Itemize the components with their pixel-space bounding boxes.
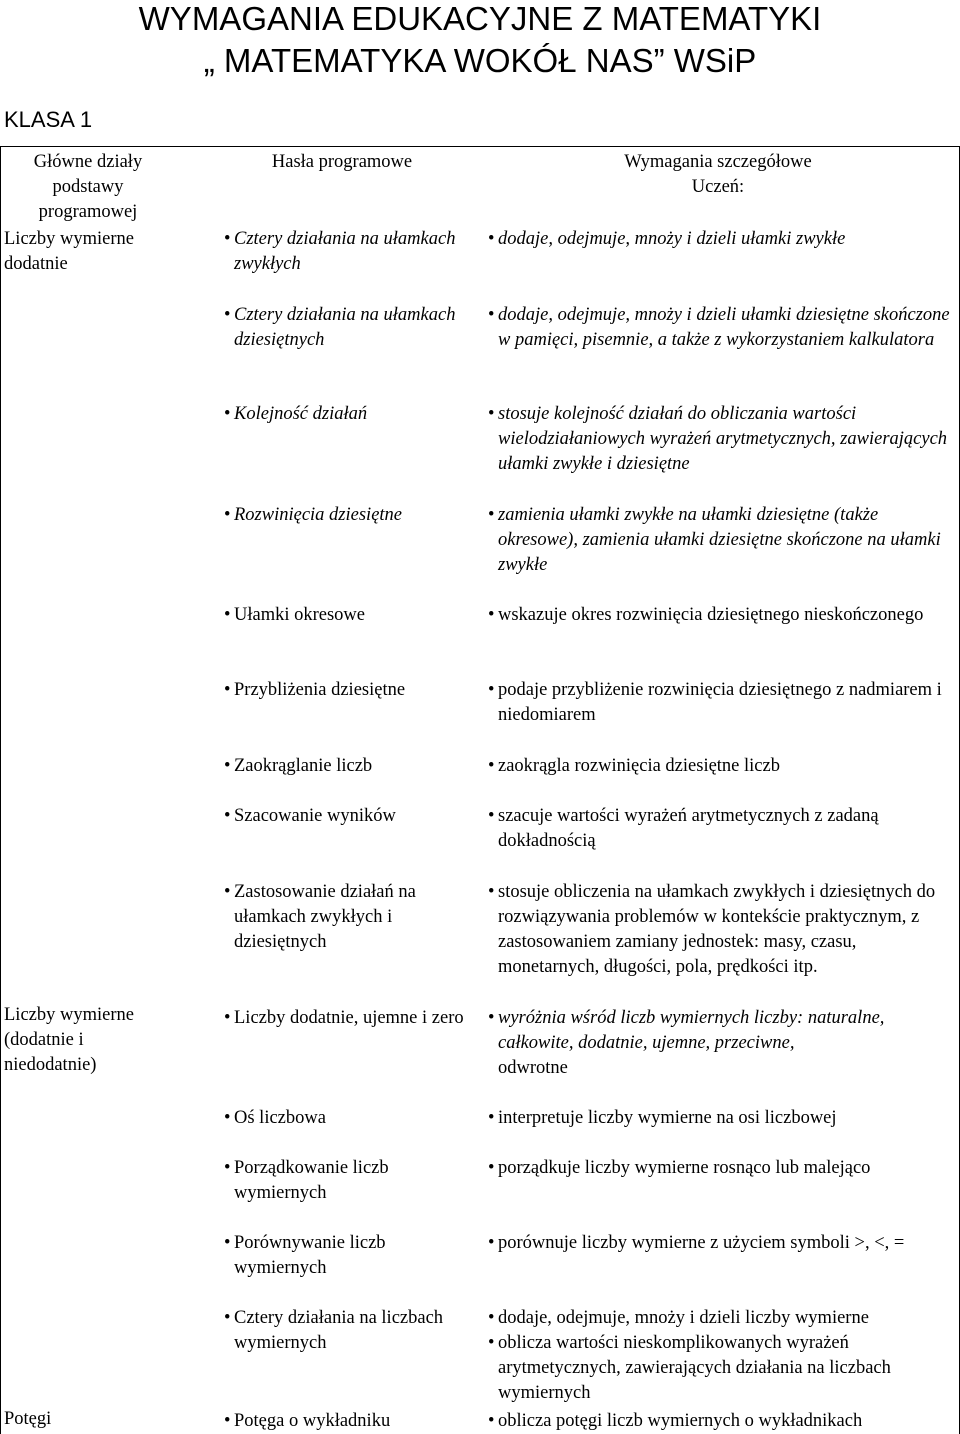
document-title-line-2: „ MATEMATYKA WOKÓŁ NAS” WSiP <box>203 42 757 79</box>
requirement-item <box>488 1231 950 1256</box>
table-top-border <box>0 146 960 147</box>
requirement-text: dodaje, odejmuje, mnoży i dzieli ułamki zwykłe <box>498 229 846 249</box>
section-rational-all: Liczby wymierne (dodatnie i niedodatnie) <box>4 1005 134 1075</box>
bullet-icon: • <box>224 1158 231 1178</box>
topic-text: Cztery działania na liczbach wymiernych <box>234 1308 444 1353</box>
bullet-icon: • <box>224 1308 231 1328</box>
topic-item <box>224 1409 464 1434</box>
topic-item <box>224 754 464 779</box>
requirement-text: stosuje kolejność działań do obliczania wartości wielodziałaniowych wyrażeń arytmetycznych, zawierających ułamki zwykłe i dziesiętne <box>498 404 948 474</box>
requirement-text: oblicza potęgi liczb wymiernych o wykładnikach <box>498 1411 863 1431</box>
bullet-icon: • <box>488 229 495 249</box>
header-main-sections: Główne działy podstawy programowej <box>33 152 143 222</box>
bullet-icon: • <box>488 756 495 776</box>
requirement-item <box>488 603 950 628</box>
bullet-icon: • <box>488 680 495 700</box>
requirement-text: dodaje, odejmuje, mnoży i dzieli ułamki dziesiętne skończone w pamięci, pisemnie, a także z wykorzystaniem kalkulatora <box>498 305 950 350</box>
requirement-text: porównuje liczby wymierne z użyciem symboli >, <, = <box>498 1233 905 1253</box>
bullet-icon: • <box>224 229 231 249</box>
requirement-item <box>488 503 950 578</box>
requirement-item <box>488 754 950 779</box>
topic-item <box>224 678 464 703</box>
topic-text: Przybliżenia dziesiętne <box>234 680 406 700</box>
requirement-text: porządkuje liczby wymierne rosnąco lub malejąco <box>498 1158 871 1178</box>
class-label: KLASA 1 <box>4 107 93 132</box>
bullet-icon: • <box>488 1233 495 1253</box>
bullet-icon: • <box>224 806 231 826</box>
bullet-icon: • <box>224 882 231 902</box>
bullet-icon: • <box>224 756 231 776</box>
bullet-icon: • <box>488 404 495 424</box>
requirement-item <box>488 303 950 353</box>
topic-text: Cztery działania na ułamkach dziesiętnych <box>234 305 456 350</box>
bullet-icon: • <box>488 505 495 525</box>
header-requirements-student: Uczeń: <box>691 177 745 197</box>
requirement-text-continued: odwrotne <box>498 1058 568 1078</box>
requirement-item <box>488 1106 950 1131</box>
topic-text: Kolejność działań <box>234 404 368 424</box>
topic-text: Szacowanie wyników <box>234 806 396 826</box>
requirement-item <box>488 804 950 854</box>
bullet-icon: • <box>488 1108 495 1128</box>
bullet-icon: • <box>224 1008 231 1028</box>
bullet-icon: • <box>224 605 231 625</box>
bullet-icon: • <box>224 1108 231 1128</box>
requirement-text: zaokrągla rozwinięcia dziesiętne liczb <box>498 756 780 776</box>
table-left-border <box>0 146 1 1434</box>
requirement-text: wyróżnia wśród liczb wymiernych liczby: naturalne, całkowite, dodatnie, ujemne, przeciwne, <box>498 1008 885 1053</box>
requirement-item <box>488 227 950 252</box>
requirement-item <box>488 402 950 477</box>
topic-text: Zaokrąglanie liczb <box>234 756 373 776</box>
topic-item <box>224 303 464 353</box>
header-detailed-requirements <box>484 150 952 200</box>
requirement-item <box>488 1006 950 1081</box>
requirement-text: zamienia ułamki zwykłe na ułamki dziesiętne (także okresowe), zamienia ułamki dziesiętne skończone na ułamki zwykłe <box>498 505 941 575</box>
requirement-item <box>488 1331 950 1406</box>
requirement-item <box>488 880 950 980</box>
topic-text: Rozwinięcia dziesiętne <box>234 505 403 525</box>
section-powers: Potęgi <box>4 1409 52 1429</box>
bullet-icon: • <box>224 505 231 525</box>
requirement-text: oblicza wartości nieskomplikowanych wyrażeń arytmetycznych, zawierających działania na liczbach wymiernych <box>498 1333 891 1403</box>
requirement-item <box>488 1409 950 1434</box>
topic-text: Cztery działania na ułamkach zwykłych <box>234 229 456 274</box>
bullet-icon: • <box>488 305 495 325</box>
topic-item <box>224 880 464 955</box>
requirement-item <box>488 678 950 728</box>
requirement-text: wskazuje okres rozwinięcia dziesiętnego nieskończonego <box>498 605 924 625</box>
requirement-item <box>488 1156 950 1181</box>
bullet-icon: • <box>488 806 495 826</box>
topic-item <box>224 1306 464 1356</box>
bullet-icon: • <box>224 305 231 325</box>
bullet-icon: • <box>224 1233 231 1253</box>
requirement-item <box>488 1306 950 1331</box>
topic-item <box>224 804 464 829</box>
bullet-icon: • <box>488 882 495 902</box>
requirement-text: interpretuje liczby wymierne na osi liczbowej <box>498 1108 837 1128</box>
document-title-line-1: WYMAGANIA EDUKACYJNE Z MATEMATYKI <box>138 0 822 37</box>
requirement-text: szacuje wartości wyrażeń arytmetycznych z zadaną dokładnością <box>498 806 879 851</box>
bullet-icon: • <box>488 1411 495 1431</box>
topic-item <box>224 1231 464 1281</box>
topic-text: Ułamki okresowe <box>234 605 366 625</box>
requirement-text: podaje przybliżenie rozwinięcia dziesiętnego z nadmiarem i niedomiarem <box>498 680 942 725</box>
topic-item <box>224 402 464 427</box>
topic-item <box>224 227 464 277</box>
requirement-text: dodaje, odejmuje, mnoży i dzieli liczby wymierne <box>498 1308 869 1328</box>
topic-text: Oś liczbowa <box>234 1108 326 1128</box>
topic-text: Liczby dodatnie, ujemne i zero <box>234 1008 464 1028</box>
topic-text: Porządkowanie liczb wymiernych <box>234 1158 389 1203</box>
topic-item <box>224 1156 464 1206</box>
requirement-text: stosuje obliczenia na ułamkach zwykłych i dziesiętnych do rozwiązywania problemów w kontekście praktycznym, z zastosowaniem zamiany jednostek: masy, czasu, monetarnych, długości, pola, prędkości itp. <box>498 882 936 977</box>
bullet-icon: • <box>224 404 231 424</box>
topic-item <box>224 1006 464 1031</box>
bullet-icon: • <box>488 1008 495 1028</box>
topic-item <box>224 603 464 628</box>
bullet-icon: • <box>224 680 231 700</box>
bullet-icon: • <box>488 1333 495 1353</box>
bullet-icon: • <box>488 605 495 625</box>
header-requirements-title: Wymagania szczegółowe <box>624 152 812 172</box>
topic-text: Porównywanie liczb wymiernych <box>234 1233 386 1278</box>
topic-item <box>224 1106 464 1131</box>
topic-text: Zastosowanie działań na ułamkach zwykłych i dziesiętnych <box>234 882 416 952</box>
topic-item <box>224 503 464 528</box>
bullet-icon: • <box>488 1158 495 1178</box>
topic-text: Potęga o wykładniku <box>234 1411 391 1431</box>
header-program-topics: Hasła programowe <box>271 152 413 172</box>
section-rational-positive: Liczby wymierne dodatnie <box>4 229 134 274</box>
bullet-icon: • <box>488 1308 495 1328</box>
bullet-icon: • <box>224 1411 231 1431</box>
